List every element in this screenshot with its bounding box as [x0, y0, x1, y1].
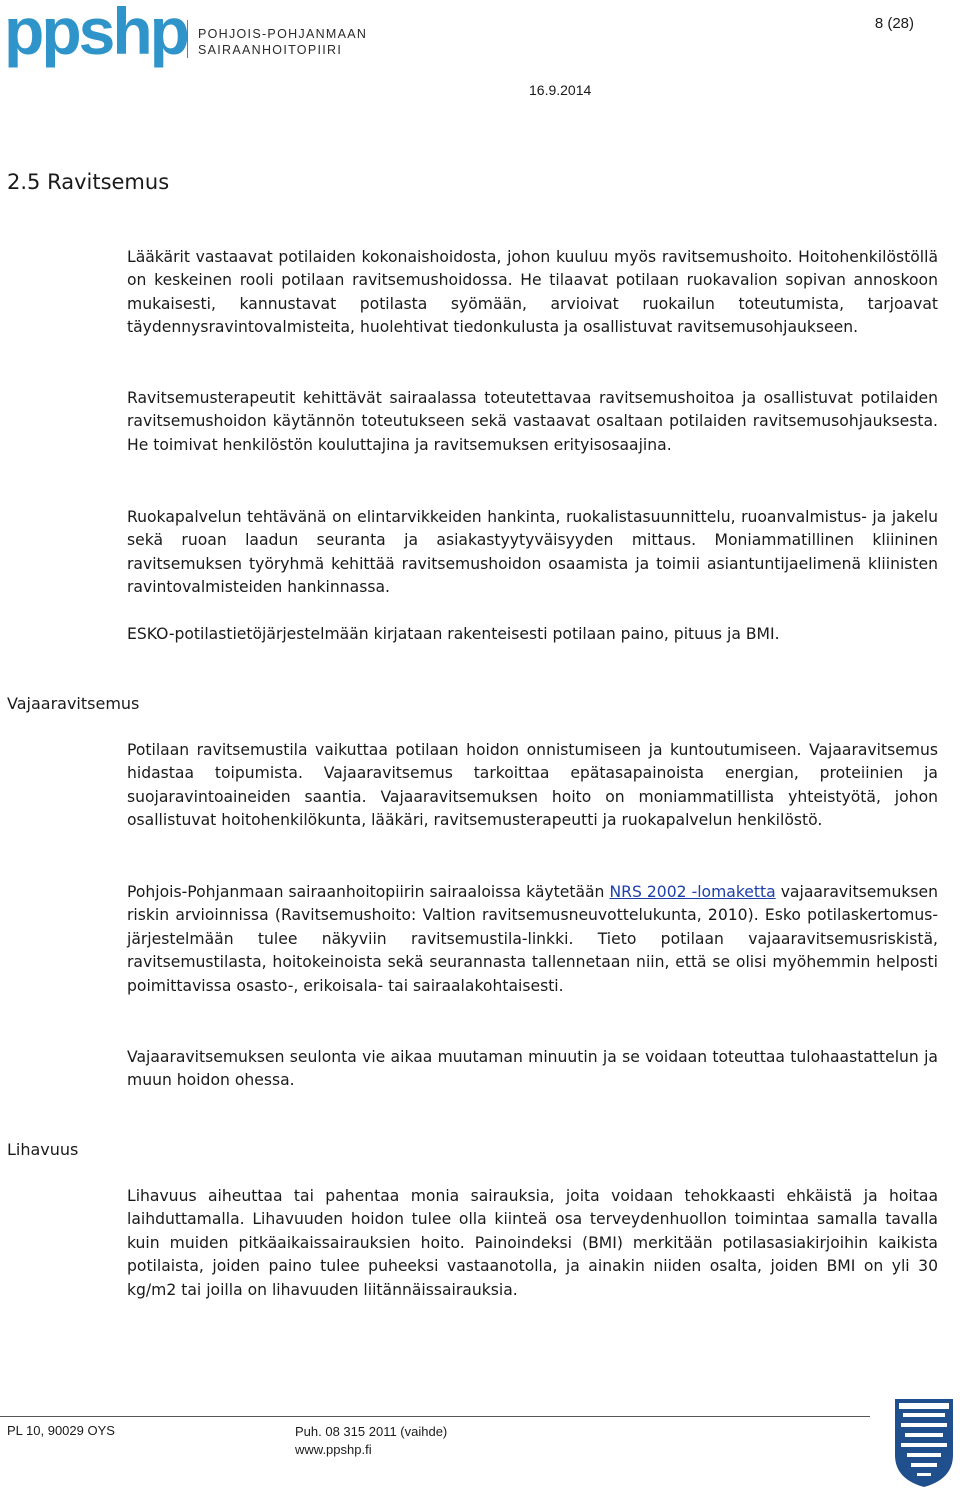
section-title: 2.5 Ravitsemus [7, 170, 170, 194]
paragraph-nrs-screening [127, 881, 938, 998]
page-number: 8 (28) [874, 15, 914, 32]
ppshp-logo [0, 0, 368, 80]
footer-website: www.ppshp.fi [295, 1442, 372, 1457]
paragraph-malnutrition-intro: Potilaan ravitsemustila vaikuttaa potilaan hoidon onnistumiseen ja kuntoutumiseen. Vajaaravitsemus hidastaa toipumista. Vajaaravitsemus tarkoittaa epätasapainoista energian, proteiinien ja suojaravintoaineiden saantia. Vajaaravitsemuksen hoito on moniammatillista yhteistyötä, johon osallistuvat hoitohenkilökunta, lääkäri, ravitsemusterapeutti ja ruokapalvelun henkilöstö. [127, 741, 938, 830]
subheading-lihavuus: Lihavuus [7, 1140, 79, 1159]
paragraph-screening-time: Vajaaravitsemuksen seulonta vie aikaa muutaman minuutin ja se voidaan toteuttaa tulohaastattelun ja muun hoidon ohessa. [127, 1048, 938, 1090]
subheading-vajaaravitsemus: Vajaaravitsemus [7, 694, 140, 713]
nrs-text-after: vajaaravitsemuksen riskin arvioinnissa (Ravitsemushoito: Valtion ravitsemusneuvottelukunta, 2010). Esko potilaskertomus-järjestelmään tulee näkyviin ravitsemustila-linkki. Tieto potilaan vajaaravitsemusriskistä, ravitsemustilasta, hoitokeinoista sekä seurannasta tallennetaan niin, että se olisi myöhemmin helposti poimittavissa osasto-, erikoisala- tai sairaalakohtaisesti. [127, 883, 938, 995]
document-date: 16.9.2014 [529, 82, 592, 98]
paragraph-esko: ESKO-potilastietöjärjestelmään kirjataan rakenteisesti potilaan paino, pituus ja BMI. [127, 625, 780, 643]
footer-divider [0, 1416, 870, 1417]
logo-org-line1: POHJOIS-POHJANMAAN [198, 27, 368, 41]
nrs-2002-link[interactable]: NRS 2002 -lomaketta [609, 883, 776, 901]
logo-divider [187, 20, 188, 58]
paragraph-obesity: Lihavuus aiheuttaa tai pahentaa monia sairauksia, joita voidaan tehokkaasti ehkäistä ja hoitaa laihduttamalla. Lihavuuden hoidon tulee olla kiinteä osa terveydenhuollon toimintaa samalla tavalla kuin muiden pitkäaikaissairauksien hoito. Painoindeksi (BMI) merkitään potilasasiakirjoihin kaikista potilaista, joiden paino tulee puheeksi vastaanotolla, ja ainakin niiden osalta, joiden BMI on yli 30 kg/m2 tai joilla on lihavuuden liitännäissairauksia. [127, 1187, 938, 1299]
crest-icon [893, 1397, 955, 1489]
logo-org-line2: SAIRAANHOITOPIIRI [198, 43, 343, 57]
nrs-text-before: Pohjois-Pohjanmaan sairaanhoitopiirin sairaaloissa käytetään [127, 883, 610, 901]
paragraph-food-service: Ruokapalvelun tehtävänä on elintarvikkeiden hankinta, ruokalistasuunnittelu, ruoanvalmistus- ja jakelu sekä ruoan laadun seuranta ja asiakastyytyväisyyden mittaus. Moniammatillinen kliininen ravitsemuksen työryhmä kehittää ravitsemushoidon osaamista ja toimii asiantuntijaelimenä kliinisten ravintovalmisteiden hankinnassa. [127, 508, 938, 597]
paragraph-dietitians: Ravitsemusterapeutit kehittävät sairaalassa toteutettavaa ravitsemushoitoa ja osallistuvat potilaiden ravitsemushoidon käytännön toteutukseen sekä vastaavat osaltaan potilaiden ravitsemusohjauksesta. He toimivat henkilöstön kouluttajina ja ravitsemuksen erityisosaajina. [127, 389, 938, 454]
footer-address: PL 10, 90029 OYS [7, 1423, 115, 1438]
logo-wordmark: ppshp [4, 0, 187, 68]
footer-contact [295, 1423, 447, 1459]
paragraph-physicians: Lääkärit vastaavat potilaiden kokonaishoidosta, johon kuuluu myös ravitsemushoito. Hoitohenkilöstöllä on keskeinen rooli potilaan ravitsemushoidossa. He tilaavat potilaan ruokavalion sopivan annoskoon mukaisesti, kannustavat potilasta syömään, arvioivat ruokailun toteutumista, tarjoavat täydennysravintovalmisteita, huolehtivat tiedonkulusta ja osallistuvat ravitsemusohjaukseen. [127, 248, 938, 337]
footer-phone: Puh. 08 315 2011 (vaihde) [295, 1424, 448, 1439]
